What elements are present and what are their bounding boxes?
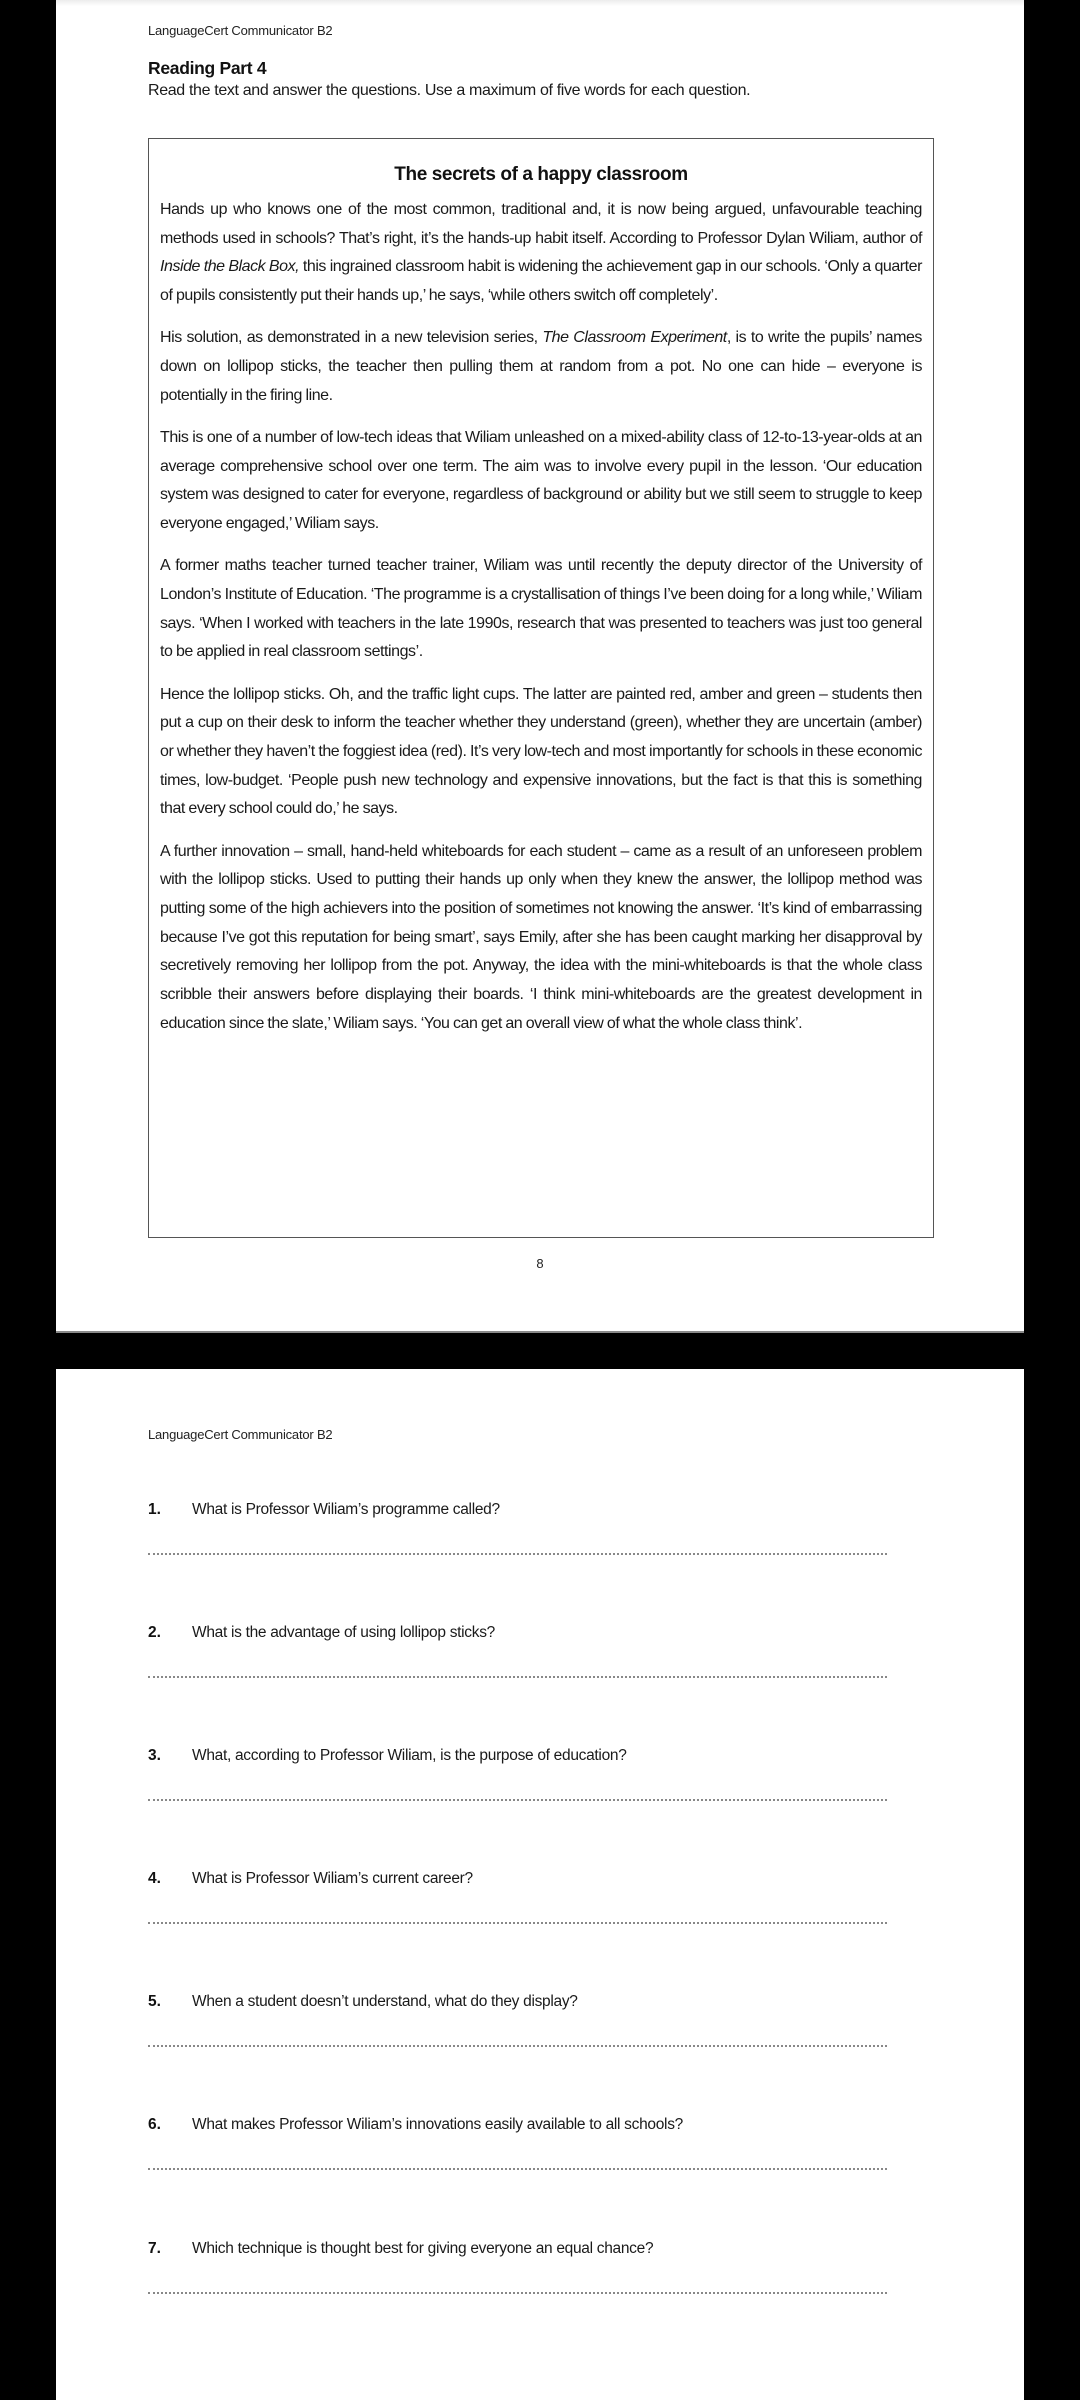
- section-title: Reading Part 4: [148, 58, 267, 78]
- question-text: Which technique is thought best for giving everyone an equal chance?: [192, 2240, 654, 2257]
- question-item: [148, 1501, 944, 1571]
- question-text: What is Professor Wiliam’s current career?: [192, 1870, 473, 1887]
- instructions: Read the text and answer the questions. Use a maximum of five words for each question.: [148, 82, 751, 99]
- question-item: [148, 2116, 944, 2186]
- paragraph-text: His solution, as demonstrated in a new television series,: [160, 329, 543, 347]
- document-page-2: [56, 1369, 1024, 2400]
- question-text: When a student doesn’t understand, what do they display?: [192, 1993, 578, 2010]
- paragraph-text: Hands up who knows one of the most common, traditional and, it is now being argued, unfavourable teaching methods used in schools? That’s right, it’s the hands-up habit itself. According to Professor Dylan Wiliam, author of: [160, 201, 922, 247]
- paragraph-text: this ingrained classroom habit is widening the achievement gap in our schools. ‘Only a quarter of pupils consistently put their hands up,’ he says, ‘while others switch off completely’.: [160, 258, 923, 305]
- answer-line[interactable]: [148, 1676, 887, 1678]
- question-item: [148, 1747, 944, 1817]
- question-number: 3.: [148, 1747, 161, 1764]
- question-item: [148, 1624, 944, 1694]
- question-number: 6.: [148, 2116, 161, 2133]
- running-head: LanguageCert Communicator B2: [148, 23, 333, 38]
- running-head: LanguageCert Communicator B2: [148, 1427, 333, 1442]
- question-number: 7.: [148, 2240, 161, 2257]
- article-title: The secrets of a happy classroom: [394, 164, 688, 185]
- answer-line[interactable]: [148, 1922, 887, 1924]
- answer-line[interactable]: [148, 1799, 887, 1801]
- page-number: 8: [536, 1256, 544, 1271]
- question-number: 4.: [148, 1870, 161, 1887]
- answer-line[interactable]: [148, 2045, 887, 2047]
- article-paragraph: Hence the lollipop sticks. Oh, and the traffic light cups. The latter are painted red, amber and green – students then put a cup on their desk to inform the teacher whether they understand (green), whether they are uncertain (amber) or whether they haven’t the foggiest idea (red). It’s very low-tech and most importantly for schools in these economic times, low-budget. ‘People push new technology and expensive innovations, but the fact is that this is something that every school could do,’ he says.: [160, 685, 922, 818]
- question-item: [148, 2240, 944, 2310]
- article-paragraph: A former maths teacher turned teacher trainer, Wiliam was until recently the deputy director of the University of London’s Institute of Education. ‘The programme is a crystallisation of things I’ve been doing for a long while,’ Wiliam says. ‘When I worked with teachers in the late 1990s, research that was presented to teachers was just too general to be applied in real classroom settings’.: [160, 557, 922, 661]
- answer-line[interactable]: [148, 1553, 887, 1555]
- article-paragraph: A further innovation – small, hand-held whiteboards for each student – came as a result of an unforeseen problem with the lollipop sticks. Used to putting their hands up only when they knew the answer, the lollipop method was putting some of the high achievers into the position of sometimes not knowing the answer. ‘It’s kind of embarrassing because I’ve got this reputation for being smart’, says Emily, after she has been caught marking her disapproval by secretively removing her lollipop from the pot. Anyway, the idea with the mini-whiteboards is that the whole class scribble their answers before displaying their boards. ‘I think mini-whiteboards are the greatest development in education since the slate,’ Wiliam says. ‘You can get an overall view of what the whole class think’.: [160, 842, 922, 1032]
- article-paragraph: [160, 324, 922, 410]
- question-text: What is the advantage of using lollipop sticks?: [192, 1624, 495, 1641]
- series-title: The Classroom Experiment: [542, 329, 727, 347]
- question-item: [148, 1993, 944, 2063]
- answer-line[interactable]: [148, 2292, 887, 2294]
- question-text: What is Professor Wiliam’s programme called?: [192, 1501, 500, 1518]
- document-page-1: [56, 0, 1024, 1333]
- article-paragraph: [160, 196, 922, 311]
- question-number: 2.: [148, 1624, 161, 1641]
- question-text: What, according to Professor Wiliam, is the purpose of education?: [192, 1747, 627, 1764]
- question-item: [148, 1870, 944, 1940]
- question-text: What makes Professor Wiliam’s innovations easily available to all schools?: [192, 2116, 683, 2133]
- answer-line[interactable]: [148, 2168, 887, 2170]
- question-number: 1.: [148, 1501, 161, 1518]
- article-paragraph: This is one of a number of low-tech ideas that Wiliam unleashed on a mixed-ability class of 12-to-13-year-olds at an average comprehensive school over one term. The aim was to involve every pupil in the lesson. ‘Our education system was designed to cater for everyone, regardless of background or ability but we still seem to struggle to keep everyone engaged,’ Wiliam says.: [160, 428, 922, 533]
- question-number: 5.: [148, 1993, 161, 2010]
- book-title: Inside the Black Box,: [160, 258, 300, 276]
- reading-text-box: [148, 138, 934, 1238]
- paragraph-text: , is to write the pupils’ names down on lollipop sticks, the teacher then pulling them at random from a pot. No one can hide – everyone is potentially in the firing line.: [160, 329, 922, 404]
